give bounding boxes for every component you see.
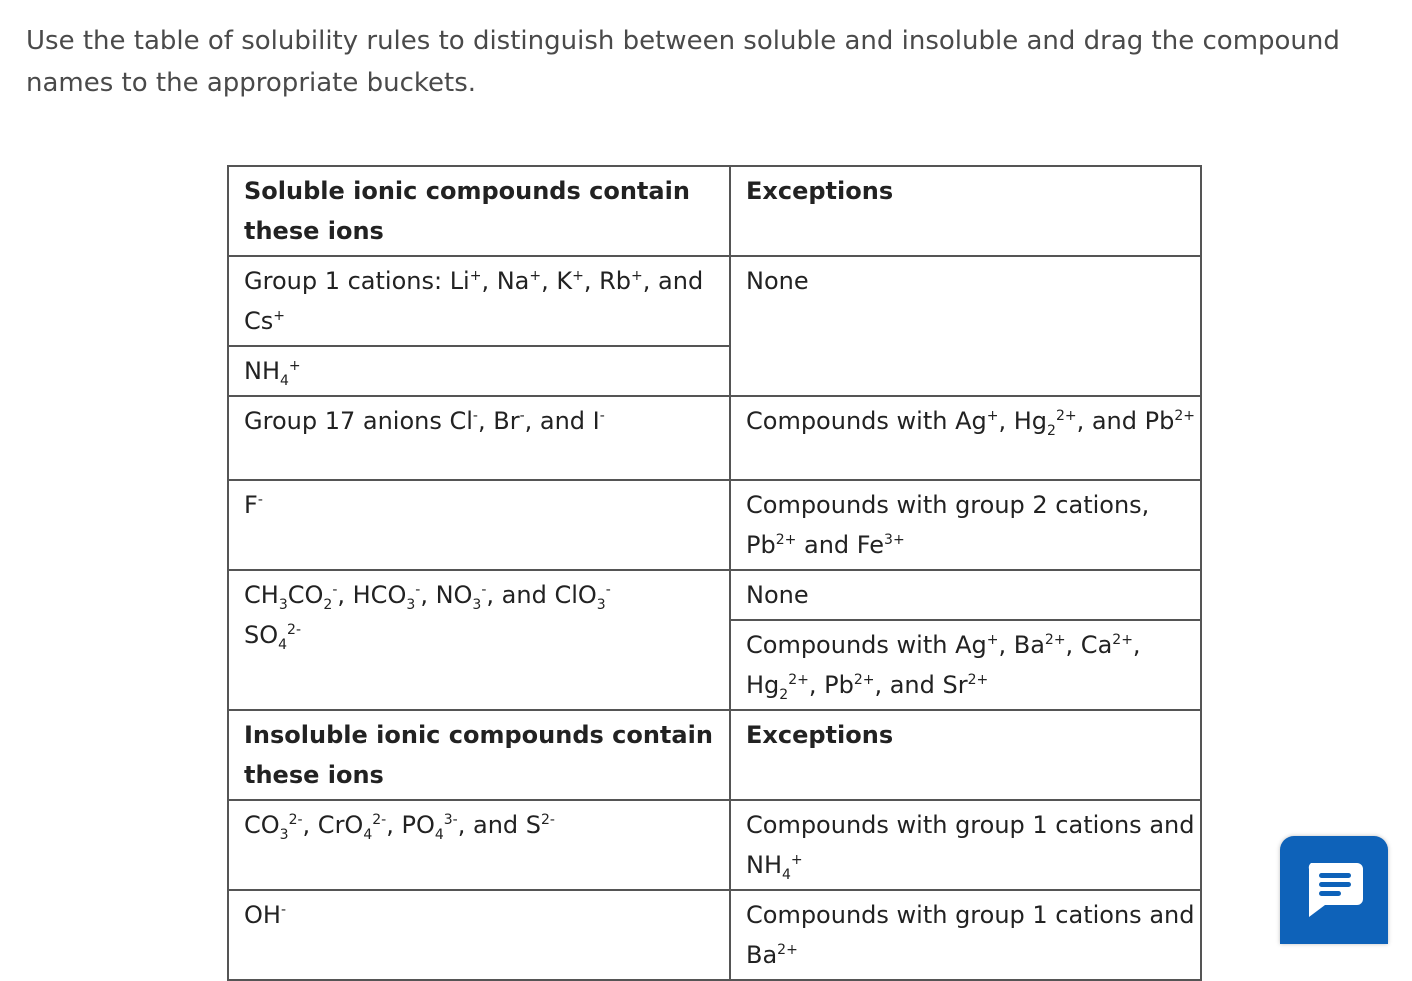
table-row <box>228 166 1201 256</box>
table-row <box>228 480 1201 570</box>
ammonium-cell: $NH_4^+$ <box>228 346 730 396</box>
with-group1-ba-prefix: Compounds with group 1 cations and Ba <box>746 901 1195 969</box>
with-group1-nh4-prefix: Compounds with group 1 cations and NH <box>746 811 1195 879</box>
sulfate-exception-cell: Compounds with Ag+, $Ba^{2+}$, $Ca^{2+}$, $Hg_2^{2+}$, $Pb^{2+}$, and $Sr^{2+}$ <box>730 620 1201 710</box>
group1-prefix: Group 1 cations: Li <box>244 267 470 295</box>
question-prompt: Use the table of solubility rules to distinguish between soluble and insoluble and drag the compound names to the appropriate buckets. <box>26 26 1340 98</box>
group17-anions-cell: Group 17 anions Cl-, Br-, and I- <box>228 396 730 480</box>
none-exception-cell: None <box>730 256 1201 396</box>
group17-prefix: Group 17 anions Cl <box>244 407 473 435</box>
hydroxide-exception-cell: Compounds with group 1 cations and $Ba^{2+}$ <box>730 890 1201 980</box>
with-ag-prefix: Compounds with Ag <box>746 407 987 435</box>
table-row <box>228 800 1201 890</box>
halide-exception-cell: Compounds with Ag+, $Hg_2^{2+}$, and $Pb^{2+}$ <box>730 396 1201 480</box>
table-row <box>228 710 1201 800</box>
chat-bubble-icon <box>1303 859 1365 921</box>
hydroxide-cell: OH- <box>228 890 730 980</box>
exceptions-header-cell-2: Exceptions <box>730 710 1201 800</box>
fluoride-exception-cell: Compounds with group 2 cations, $Pb^{2+}$ and $Fe^{3+}$ <box>730 480 1201 570</box>
group1-cations-cell: Group 1 cations: Li+, Na+, K+, Rb+, and Cs+ <box>228 256 730 346</box>
insoluble-header-cell: Insoluble ionic compounds contain these ions <box>228 710 730 800</box>
solubility-rules-table <box>227 165 1202 981</box>
none-exception-cell-2: None <box>730 570 1201 620</box>
exceptions-header-cell: Exceptions <box>730 166 1201 256</box>
fluoride-cell: F- <box>228 480 730 570</box>
with-group2-prefix: Compounds with group 2 cations, Pb <box>746 491 1150 559</box>
table-row <box>228 396 1201 480</box>
chat-button[interactable] <box>1280 836 1388 944</box>
table-row <box>228 256 1201 346</box>
table-row <box>228 890 1201 980</box>
acetate-nitrate-sulfate-cell: $CH_3CO_2^-$, $HCO_3^-$, $NO_3^-$, and ClO$_3$- $SO_4^{2-}$ <box>228 570 730 710</box>
soluble-header-cell: Soluble ionic compounds contain these ions <box>228 166 730 256</box>
table-row <box>228 570 1201 620</box>
with-ag-prefix-2: Compounds with Ag <box>746 631 987 659</box>
carbonate-chromate-cell: $CO_3^{2-}$, CrO$_4^{2-}$, $PO_4^{3-}$, and $S^{2-}$ <box>228 800 730 890</box>
carbonate-exception-cell: Compounds with group 1 cations and $NH_4^+$ <box>730 800 1201 890</box>
